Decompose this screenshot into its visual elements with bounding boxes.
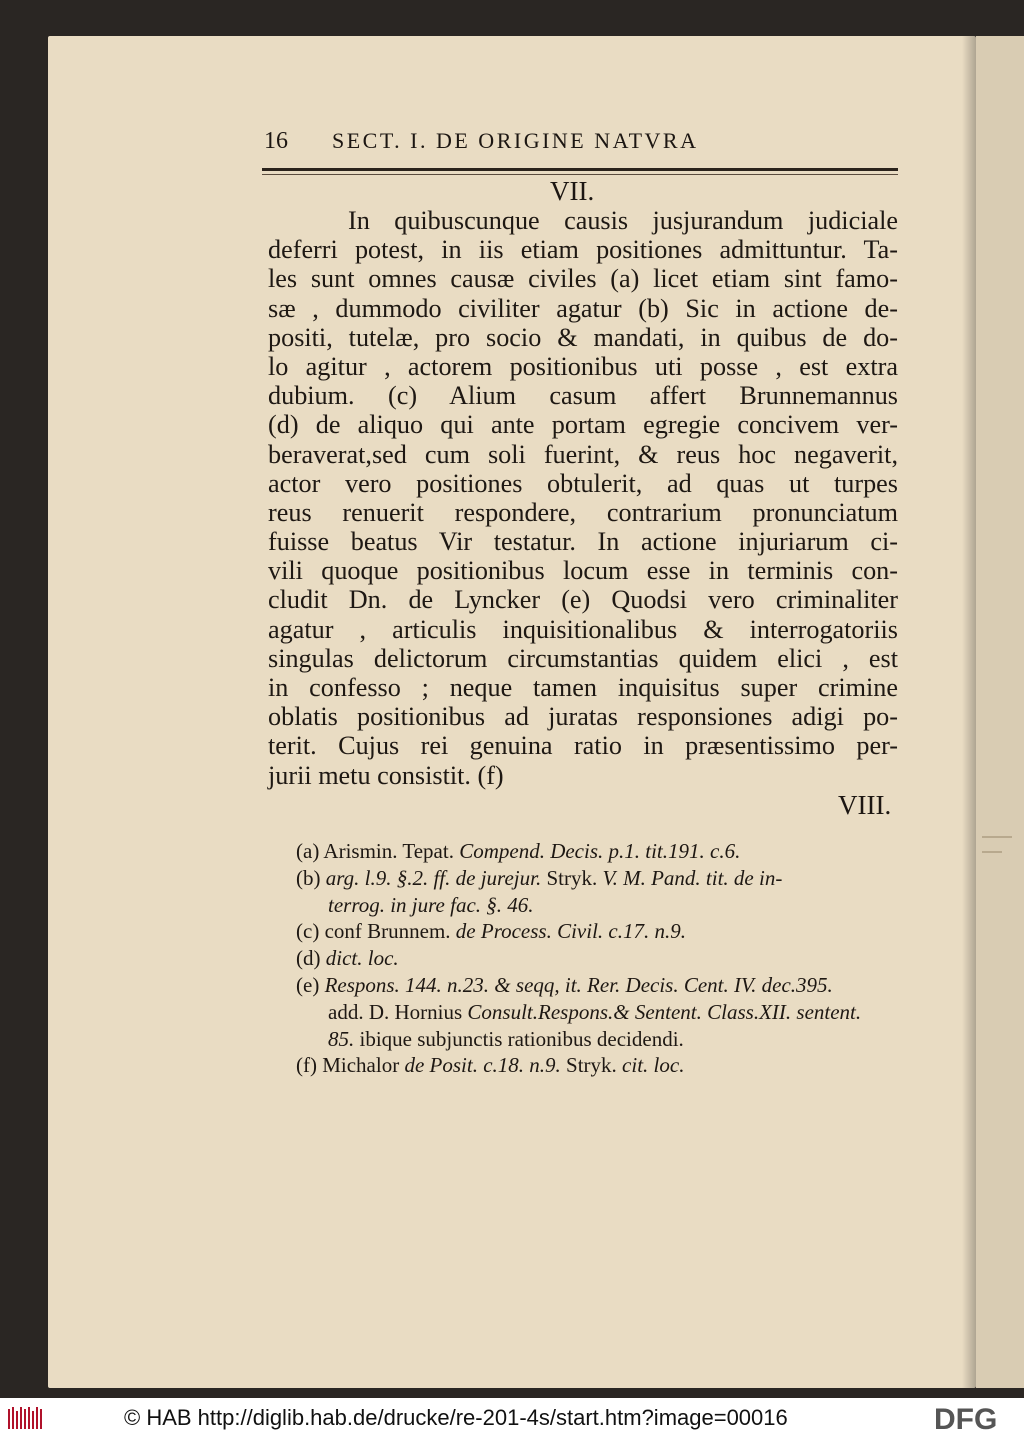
body-line: vili quoque positionibus locum esse in terminis con- (268, 556, 898, 586)
footnote-a (296, 838, 902, 865)
dfg-logo-text: DFG (934, 1403, 998, 1434)
copyright-link[interactable]: © HAB http://diglib.hab.de/drucke/re-201-4s/start.htm?image=00016 (124, 1405, 788, 1430)
footnote-label: (b) (296, 865, 321, 890)
footnote-e (296, 972, 902, 999)
footnote-citation: terrog. in jure fac. §. 46. (328, 892, 534, 917)
body-line: oblatis positionibus ad juratas responsiones adigi po- (268, 702, 898, 732)
body-line: actor vero positiones obtulerit, ad quas ut turpes (268, 468, 898, 498)
body-line: les sunt omnes causæ civiles (a) licet etiam sint famo- (268, 264, 898, 294)
facing-page-edge (976, 36, 1024, 1388)
footnote-citation: Consult.Respons.& Sentent. Class.XII. sentent. (467, 999, 862, 1024)
footnote-e-cont (296, 999, 902, 1026)
body-line: terit. Cujus rei genuina ratio in præsentissimo per- (268, 731, 898, 761)
footnote-text: Michalor (322, 1053, 400, 1078)
page-edge-shadow (962, 36, 976, 1388)
footnote-text: add. D. Hornius (328, 999, 463, 1024)
footnote-citation: arg. l.9. §.2. ff. de jurejur. (325, 865, 542, 890)
body-line: cludit Dn. de Lyncker (e) Quodsi vero criminaliter (268, 585, 898, 615)
footnote-b-cont (296, 892, 902, 919)
footnote-label: (a) (296, 839, 320, 863)
footnote-citation: de Posit. c.18. n.9. (404, 1053, 561, 1078)
catchword: VIII. (838, 790, 892, 820)
footnote-f (296, 1052, 902, 1079)
footnote-citation: cit. loc. (622, 1053, 685, 1078)
body-line: singulas delictorum circumstantias quidem elici , est (268, 643, 898, 673)
footnote-text: conf Brunnem. (324, 919, 451, 944)
body-line: deferri potest, in iis etiam positiones admittuntur. Ta- (268, 235, 898, 265)
footnote-citation: 85. (328, 1026, 355, 1051)
footnote-text: ibique subjunctis rationibus decidendi. (359, 1026, 684, 1051)
running-header (264, 128, 904, 160)
hab-logo-icon[interactable] (6, 1403, 46, 1433)
body-line: jurii metu consistit. (f) (268, 760, 504, 790)
footnote-citation: de Process. Civil. c.17. n.9. (455, 919, 686, 944)
body-line: dubium. (c) Alium casum affert Brunnemannus (268, 381, 898, 411)
dfg-logo[interactable] (932, 1402, 1018, 1434)
body-line: (d) de aliquo qui ante portam egregie concivem ver- (268, 410, 898, 440)
body-text (268, 206, 898, 790)
footnote-citation: Respons. 144. n.23. & seqq, it. Rer. Decis. Cent. IV. dec.395. (324, 972, 833, 997)
body-line: fuisse beatus Vir testatur. In actione injuriarum ci- (268, 527, 898, 557)
page-number: 16 (264, 128, 288, 154)
header-rule-thin (262, 174, 898, 175)
footnote-text: Stryk. (546, 865, 598, 890)
header-rule (262, 168, 898, 171)
body-line: agatur , articulis inquisitionalibus & interrogatoriis (268, 614, 898, 644)
footnote-citation: Compend. Decis. p.1. tit.191. c.6. (459, 839, 741, 863)
footnote-e-cont2 (296, 1026, 902, 1053)
body-line: In quibuscunque causis jusjurandum judiciale (348, 206, 898, 235)
footnote-d (296, 945, 902, 972)
footnote-citation: V. M. Pand. tit. de in- (602, 865, 783, 890)
viewer-footer (0, 1398, 1024, 1439)
body-line: in confesso ; neque tamen inquisitus super crimine (268, 673, 898, 702)
footnote-label: (c) (296, 919, 320, 944)
body-line: positi, tutelæ, pro socio & mandati, in quibus de do- (268, 322, 898, 352)
footnote-citation: dict. loc. (325, 946, 399, 971)
footnotes (296, 838, 902, 1079)
body-line: sæ , dummodo civiliter agatur (b) Sic in actione de- (268, 293, 898, 323)
footnote-text: Stryk. (566, 1053, 617, 1078)
footnote-text: Arismin. Tepat. (323, 839, 454, 863)
body-line: beraverat,sed cum soli fuerint, & reus hoc negaverit, (268, 439, 898, 469)
section-heading: VII. (550, 176, 595, 206)
running-title: SECT. I. DE ORIGINE NATVRA (332, 128, 699, 153)
footnote-b (296, 865, 902, 892)
footnote-label: (e) (296, 972, 320, 997)
body-line: reus renuerit respondere, contrarium pronunciatum (268, 497, 898, 527)
body-line: lo agitur , actorem positionibus uti posse , est extra (268, 351, 898, 381)
footnote-label: (f) (296, 1053, 317, 1078)
footnote-label: (d) (296, 946, 321, 971)
footnote-c (296, 918, 902, 945)
